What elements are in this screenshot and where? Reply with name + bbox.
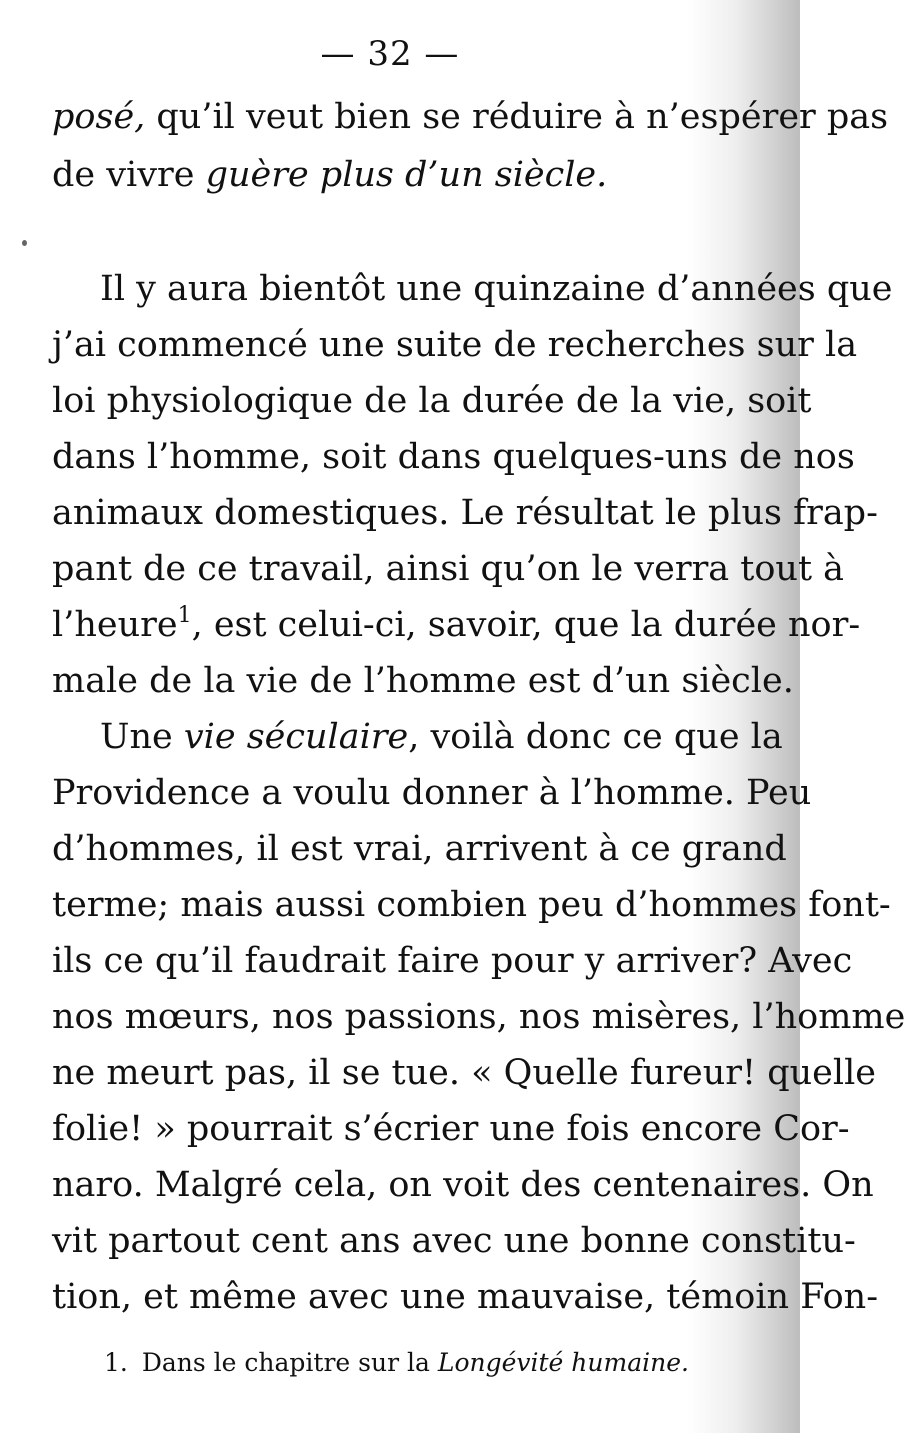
paragraph3-line [52, 1053, 876, 1093]
text-segment: l’heure [52, 605, 178, 645]
text-segment: naro. Malgré cela, on voit des centenaires. On [52, 1165, 874, 1205]
paragraph3-line [100, 717, 783, 757]
text-segment: dans l’homme, soit dans quelques-uns de nos [52, 437, 855, 477]
footnote-reference: 1 [177, 603, 192, 628]
text-segment: de vivre [52, 155, 206, 195]
text-segment: nos mœurs, nos passions, nos misères, l’homme [52, 997, 905, 1037]
paragraph2-line [52, 381, 812, 421]
paragraph2-line [100, 269, 893, 309]
paragraph1-line [52, 155, 738, 195]
text-segment: qu’il veut bien se réduire à n’espérer pas [145, 97, 889, 137]
paragraph3-line [52, 773, 812, 813]
text-segment: Il y aura bientôt une quinzaine d’années que [100, 269, 893, 309]
paragraph2-line [52, 661, 794, 701]
paragraph3-line [52, 1221, 856, 1261]
text-segment: male de la vie de l’homme est d’un siècle. [52, 661, 794, 701]
paragraph2-line [52, 549, 845, 589]
paragraph3-line [52, 941, 853, 981]
italic-text: guère plus d’un siècle. [205, 155, 608, 195]
italic-text: posé, [52, 97, 146, 137]
text-segment: , voilà donc ce que la [408, 717, 783, 757]
text-segment: terme; mais aussi combien peu d’hommes font- [52, 885, 891, 925]
paragraph3-line [52, 885, 891, 925]
text-segment: tion, et même avec une mauvaise, témoin Fon- [52, 1277, 879, 1317]
ink-speck [22, 240, 27, 246]
text-segment: folie! » pourrait s’écrier une fois encore Cor- [52, 1109, 850, 1149]
text-segment: j’ai commencé une suite de recherches sur la [52, 325, 858, 365]
page-number: — 32 — [320, 34, 460, 74]
paragraph2-line [52, 325, 858, 365]
text-segment: pant de ce travail, ainsi qu’on le verra tout à [52, 549, 845, 589]
footnote-number: 1. [104, 1348, 128, 1377]
text-segment: loi physiologique de la durée de la vie, soit [52, 381, 812, 421]
text-segment: ne meurt pas, il se tue. « Quelle fureur! quelle [52, 1053, 876, 1093]
text-segment: d’hommes, il est vrai, arrivent à ce grand [52, 829, 787, 869]
text-segment: animaux domestiques. Le résultat le plus frap- [52, 493, 878, 533]
italic-text: vie séculaire [183, 717, 409, 757]
paragraph2-line [52, 493, 878, 533]
paragraph3-line [52, 829, 787, 869]
paragraph2-line [52, 437, 855, 477]
footnote-text [142, 1348, 689, 1377]
footnote [104, 1348, 689, 1377]
paragraph3-line [52, 1109, 850, 1149]
text-segment: Une [100, 717, 184, 757]
italic-text: Longévité humaine. [437, 1348, 689, 1377]
paragraph1-line [52, 97, 889, 137]
paragraph3-line [52, 997, 905, 1037]
paragraph2-line [52, 603, 861, 645]
text-segment: Providence a voulu donner à l’homme. Peu [52, 773, 812, 813]
paragraph3-line [52, 1277, 879, 1317]
text-segment: ils ce qu’il faudrait faire pour y arriver? Avec [52, 941, 853, 981]
text-segment: Dans le chapitre sur la [141, 1348, 438, 1377]
text-segment: , est celui-ci, savoir, que la durée nor- [191, 605, 861, 645]
paragraph3-line [52, 1165, 874, 1205]
text-segment: vit partout cent ans avec une bonne constitu- [52, 1221, 856, 1261]
